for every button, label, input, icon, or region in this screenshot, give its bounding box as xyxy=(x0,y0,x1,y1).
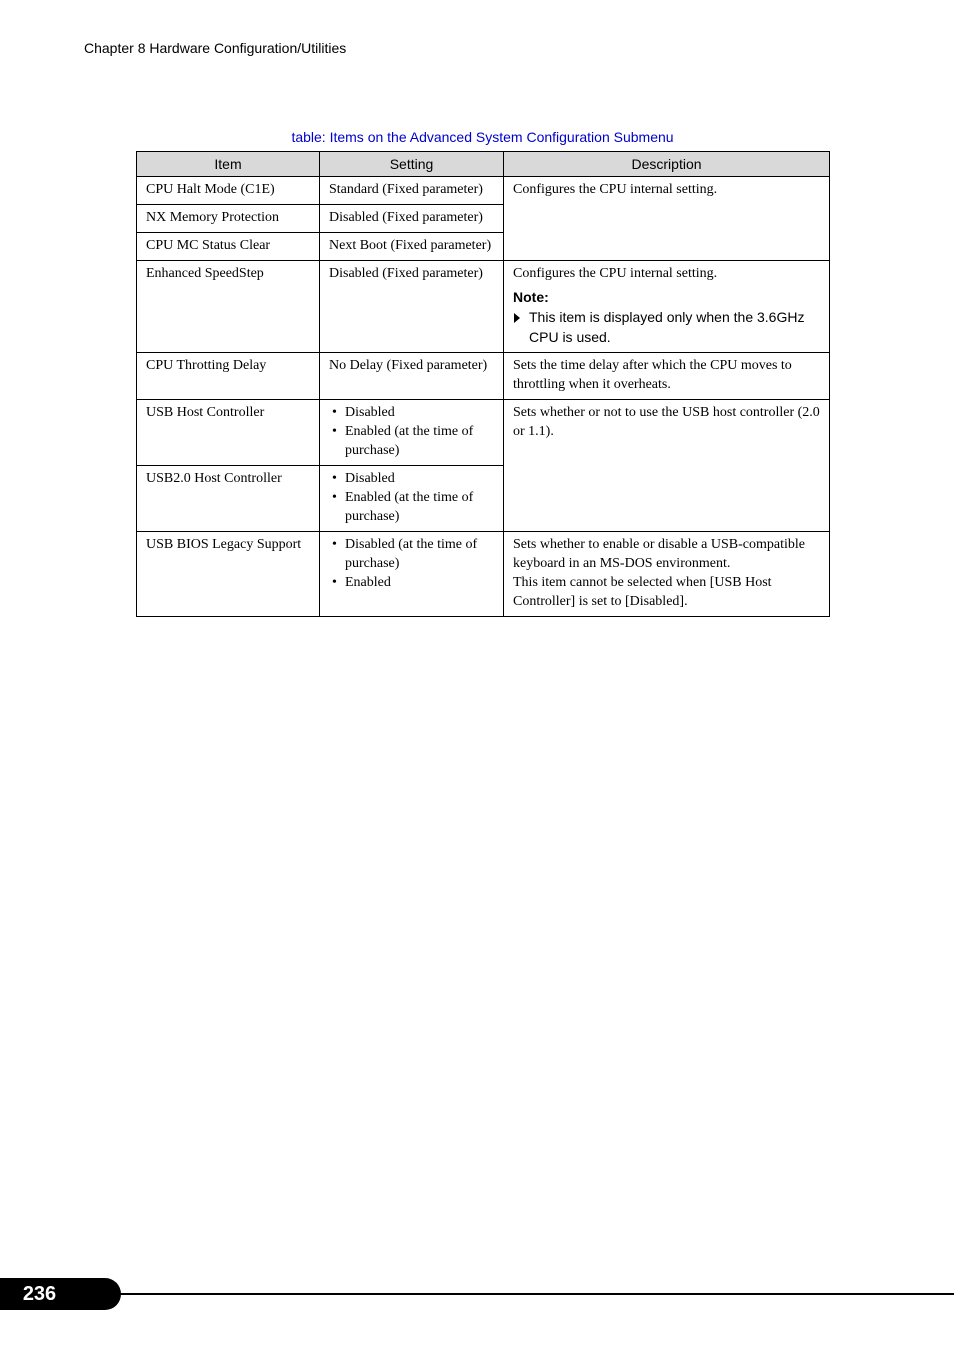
note-title: Note: xyxy=(513,289,549,305)
setting-cell: Disabled (Fixed parameter) xyxy=(320,261,504,353)
setting-cell: No Delay (Fixed parameter) xyxy=(320,353,504,400)
setting-cell xyxy=(320,532,504,617)
description-cell: Configures the CPU internal setting. xyxy=(504,177,830,261)
item-cell: NX Memory Protection xyxy=(137,205,320,233)
item-cell: USB BIOS Legacy Support xyxy=(137,532,320,617)
setting-options-list xyxy=(329,403,495,460)
triangle-bullet-icon xyxy=(514,313,520,323)
setting-option: • Disabled xyxy=(329,469,495,488)
item-cell: CPU Halt Mode (C1E) xyxy=(137,177,320,205)
description-text: Configures the CPU internal setting. xyxy=(513,266,718,281)
setting-option: • Disabled xyxy=(329,403,495,422)
description-cell xyxy=(504,261,830,353)
description-text-2: This item cannot be selected when [USB Host Controller] is set to [Disabled]. xyxy=(513,575,772,609)
chapter-header: Chapter 8 Hardware Configuration/Utilities xyxy=(84,40,347,56)
setting-options-list xyxy=(329,469,495,526)
page-number: 236 xyxy=(0,1278,121,1310)
config-table xyxy=(136,151,830,617)
setting-options-list xyxy=(329,535,495,592)
table-header-row xyxy=(137,152,830,177)
column-header-item: Item xyxy=(137,152,320,177)
setting-cell xyxy=(320,400,504,466)
column-header-description: Description xyxy=(504,152,830,177)
setting-option: • Enabled xyxy=(329,573,495,592)
column-header-setting: Setting xyxy=(320,152,504,177)
setting-cell xyxy=(320,466,504,532)
item-cell: CPU MC Status Clear xyxy=(137,233,320,261)
setting-cell: Disabled (Fixed parameter) xyxy=(320,205,504,233)
description-cell xyxy=(504,532,830,617)
setting-option: • Enabled (at the time of purchase) xyxy=(329,422,495,460)
item-cell: Enhanced SpeedStep xyxy=(137,261,320,353)
table-row xyxy=(137,400,830,466)
note-item xyxy=(513,307,821,347)
table-row xyxy=(137,532,830,617)
table-row xyxy=(137,353,830,400)
setting-option: • Enabled (at the time of purchase) xyxy=(329,488,495,526)
description-cell: Sets the time delay after which the CPU moves to throttling when it overheats. xyxy=(504,353,830,400)
item-cell: USB Host Controller xyxy=(137,400,320,466)
setting-option: • Disabled (at the time of purchase) xyxy=(329,535,495,573)
description-cell: Sets whether or not to use the USB host controller (2.0 or 1.1). xyxy=(504,400,830,532)
footer-rule xyxy=(110,1293,954,1295)
setting-cell: Standard (Fixed parameter) xyxy=(320,177,504,205)
note-text: This item is displayed only when the 3.6GHz CPU is used. xyxy=(529,309,805,345)
table-caption: table: Items on the Advanced System Configuration Submenu xyxy=(291,129,674,145)
item-cell: USB2.0 Host Controller xyxy=(137,466,320,532)
table-row xyxy=(137,261,830,353)
description-text: Sets whether to enable or disable a USB-compatible keyboard in an MS-DOS environment. xyxy=(513,537,805,571)
item-cell: CPU Throtting Delay xyxy=(137,353,320,400)
table-row xyxy=(137,177,830,205)
setting-cell: Next Boot (Fixed parameter) xyxy=(320,233,504,261)
